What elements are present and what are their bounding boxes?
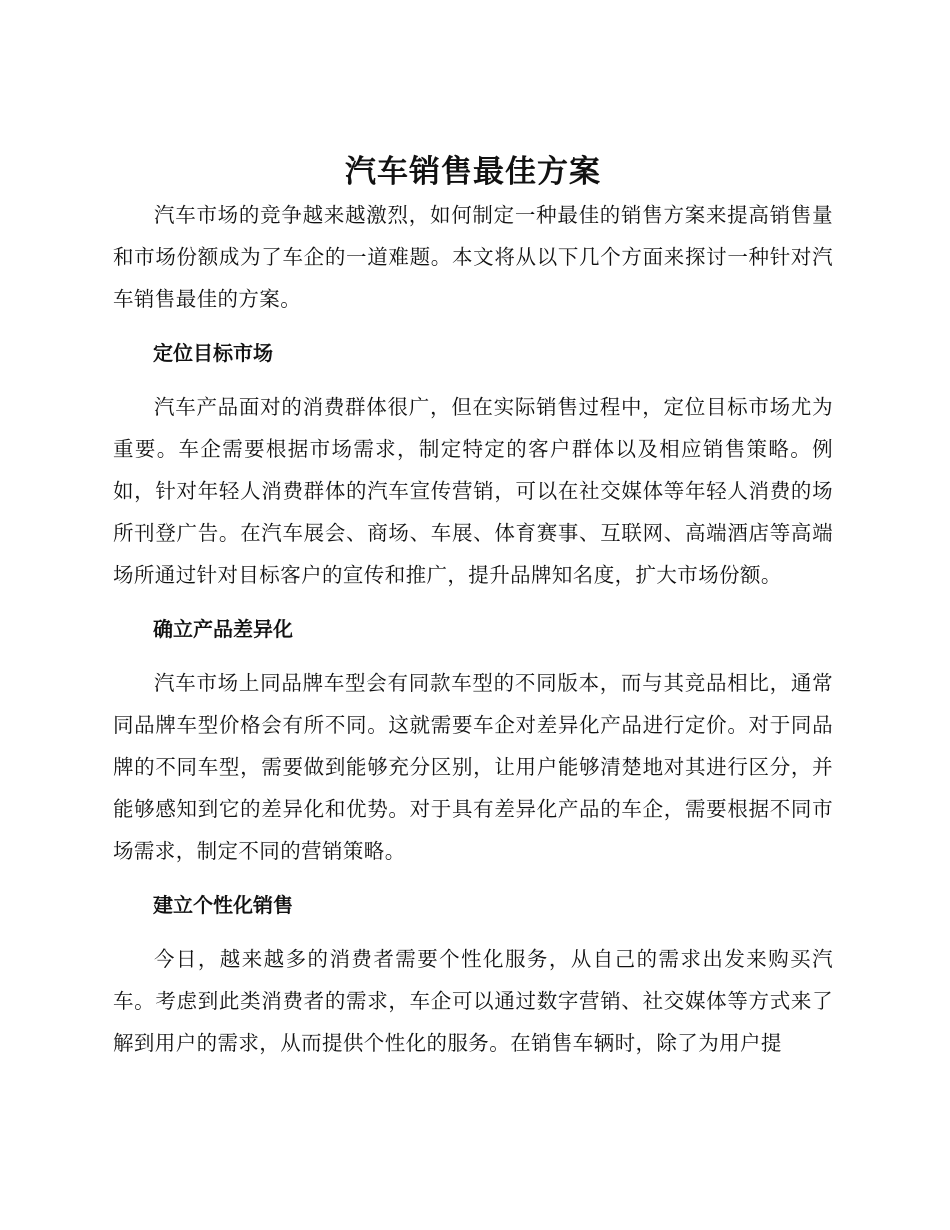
- section-heading-differentiation: 确立产品差异化: [153, 617, 293, 641]
- intro-paragraph: 汽车市场的竞争越来越激烈，如何制定一种最佳的销售方案来提高销售量和市场份额成为了车企的一道难题。本文将从以下几个方面来探讨一种针对汽车销售最佳的方案。: [113, 203, 833, 311]
- section-body-personalized-sales: 今日，越来越多的消费者需要个性化服务，从自己的需求出发来购买汽车。考虑到此类消费者的需求，车企可以通过数字营销、社交媒体等方式来了解到用户的需求，从而提供个性化的服务。在销售车辆时，除了为用户提: [113, 947, 833, 1055]
- section-heading-personalized-sales: 建立个性化销售: [153, 893, 293, 917]
- section-body-differentiation: 汽车市场上同品牌车型会有同款车型的不同版本，而与其竞品相比，通常同品牌车型价格会有所不同。这就需要车企对差异化产品进行定价。对于同品牌的不同车型，需要做到能够充分区别，让用户能够清楚地对其进行区分，并能够感知到它的差异化和优势。对于具有差异化产品的车企，需要根据不同市场需求，制定不同的营销策略。: [113, 671, 833, 863]
- section-body-target-market: 汽车产品面对的消费群体很广，但在实际销售过程中，定位目标市场尤为重要。车企需要根据市场需求，制定特定的客户群体以及相应销售策略。例如，针对年轻人消费群体的汽车宣传营销，可以在社交媒体等年轻人消费的场所刊登广告。在汽车展会、商场、车展、体育赛事、互联网、高端酒店等高端场所通过针对目标客户的宣传和推广，提升品牌知名度，扩大市场份额。: [113, 395, 833, 587]
- document-title: 汽车销售最佳方案: [345, 154, 601, 190]
- section-heading-target-market: 定位目标市场: [153, 341, 273, 365]
- document-body: [113, 150, 833, 1064]
